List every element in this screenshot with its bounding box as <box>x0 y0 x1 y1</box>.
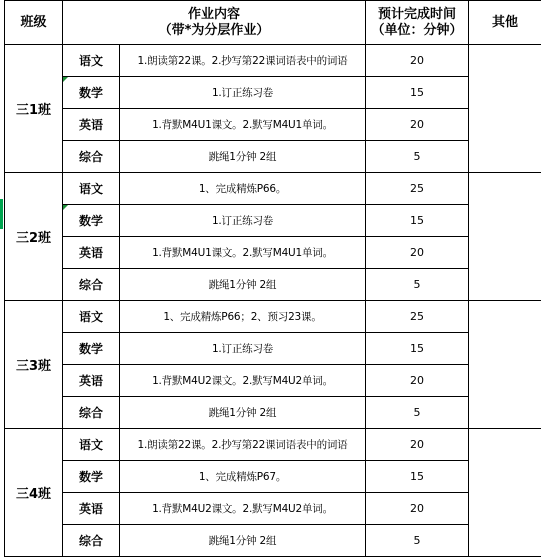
homework-table <box>4 0 541 557</box>
header-time-line2: （单位：分钟） <box>371 22 463 38</box>
minutes-cell[interactable]: 5 <box>366 397 469 429</box>
content-cell[interactable]: 跳绳1分钟 2组 <box>120 141 366 173</box>
content-cell[interactable]: 1.背默M4U1课文。2.默写M4U1单词。 <box>120 237 366 269</box>
subject-cell[interactable]: 综合 <box>63 141 120 173</box>
subject-cell[interactable]: 英语 <box>63 493 120 525</box>
subject-cell[interactable]: 数学 <box>63 461 120 493</box>
content-cell[interactable]: 1.朗读第22课。2.抄写第22课词语表中的词语 <box>120 45 366 77</box>
content-cell[interactable]: 1.订正练习卷 <box>120 333 366 365</box>
minutes-cell[interactable]: 15 <box>366 77 469 109</box>
content-cell[interactable]: 1、完成精炼P66；2、预习23课。 <box>120 301 366 333</box>
content-cell[interactable]: 跳绳1分钟 2组 <box>120 269 366 301</box>
minutes-cell[interactable]: 20 <box>366 493 469 525</box>
class-cell[interactable]: 三1班 <box>5 45 63 173</box>
subject-cell[interactable]: 综合 <box>63 397 120 429</box>
subject-cell[interactable]: 语文 <box>63 301 120 333</box>
table-row <box>5 429 541 461</box>
subject-cell[interactable]: 综合 <box>63 525 120 557</box>
minutes-cell[interactable]: 15 <box>366 461 469 493</box>
subject-cell[interactable]: 数学 <box>63 333 120 365</box>
minutes-cell[interactable]: 5 <box>366 269 469 301</box>
table-row <box>5 77 541 109</box>
minutes-cell[interactable]: 20 <box>366 237 469 269</box>
header-time-line1: 预计完成时间 <box>377 6 456 22</box>
minutes-cell[interactable]: 25 <box>366 301 469 333</box>
subject-cell[interactable]: 语文 <box>63 429 120 461</box>
other-cell[interactable] <box>469 173 541 301</box>
minutes-cell[interactable]: 15 <box>366 205 469 237</box>
content-cell[interactable]: 跳绳1分钟 2组 <box>120 397 366 429</box>
subject-cell[interactable]: 数学 <box>63 77 120 109</box>
minutes-cell[interactable]: 20 <box>366 365 469 397</box>
subject-cell[interactable]: 语文 <box>63 45 120 77</box>
subject-cell[interactable]: 英语 <box>63 365 120 397</box>
subject-cell[interactable]: 综合 <box>63 269 120 301</box>
minutes-cell[interactable]: 15 <box>366 333 469 365</box>
subject-cell[interactable]: 英语 <box>63 109 120 141</box>
header-content <box>63 1 366 45</box>
header-other: 其他 <box>469 1 541 45</box>
other-cell[interactable] <box>469 301 541 429</box>
content-cell[interactable]: 1、完成精炼P67。 <box>120 461 366 493</box>
table-row <box>5 365 541 397</box>
header-content-line1: 作业内容 <box>187 6 240 22</box>
table-row <box>5 45 541 77</box>
minutes-cell[interactable]: 5 <box>366 525 469 557</box>
subject-cell[interactable]: 语文 <box>63 173 120 205</box>
content-cell[interactable]: 跳绳1分钟 2组 <box>120 525 366 557</box>
content-cell[interactable]: 1.背默M4U2课文。2.默写M4U2单词。 <box>120 493 366 525</box>
header-row <box>5 1 541 45</box>
header-time <box>366 1 469 45</box>
class-cell[interactable]: 三4班 <box>5 429 63 557</box>
content-cell[interactable]: 1.订正练习卷 <box>120 77 366 109</box>
table-row <box>5 493 541 525</box>
selection-edge-marker <box>0 199 3 229</box>
content-cell[interactable]: 1.背默M4U1课文。2.默写M4U1单词。 <box>120 109 366 141</box>
table-row <box>5 237 541 269</box>
content-cell[interactable]: 1、完成精炼P66。 <box>120 173 366 205</box>
minutes-cell[interactable]: 20 <box>366 429 469 461</box>
table-row <box>5 205 541 237</box>
minutes-cell[interactable]: 25 <box>366 173 469 205</box>
table-row <box>5 141 541 173</box>
table-row <box>5 461 541 493</box>
minutes-cell[interactable]: 20 <box>366 109 469 141</box>
subject-cell[interactable]: 数学 <box>63 205 120 237</box>
content-cell[interactable]: 1.订正练习卷 <box>120 205 366 237</box>
content-cell[interactable]: 1.朗读第22课。2.抄写第22课词语表中的词语 <box>120 429 366 461</box>
table-row <box>5 109 541 141</box>
minutes-cell[interactable]: 5 <box>366 141 469 173</box>
class-cell[interactable]: 三2班 <box>5 173 63 301</box>
minutes-cell[interactable]: 20 <box>366 45 469 77</box>
header-class: 班级 <box>5 1 63 45</box>
other-cell[interactable] <box>469 429 541 557</box>
content-cell[interactable]: 1.背默M4U2课文。2.默写M4U2单词。 <box>120 365 366 397</box>
table-row <box>5 397 541 429</box>
subject-cell[interactable]: 英语 <box>63 237 120 269</box>
class-cell[interactable]: 三3班 <box>5 301 63 429</box>
table-row <box>5 173 541 205</box>
header-content-line2: （带*为分层作业） <box>158 22 270 38</box>
homework-table-sheet <box>4 0 541 559</box>
table-row <box>5 525 541 557</box>
other-cell[interactable] <box>469 45 541 173</box>
table-row <box>5 301 541 333</box>
table-row <box>5 333 541 365</box>
table-row <box>5 269 541 301</box>
